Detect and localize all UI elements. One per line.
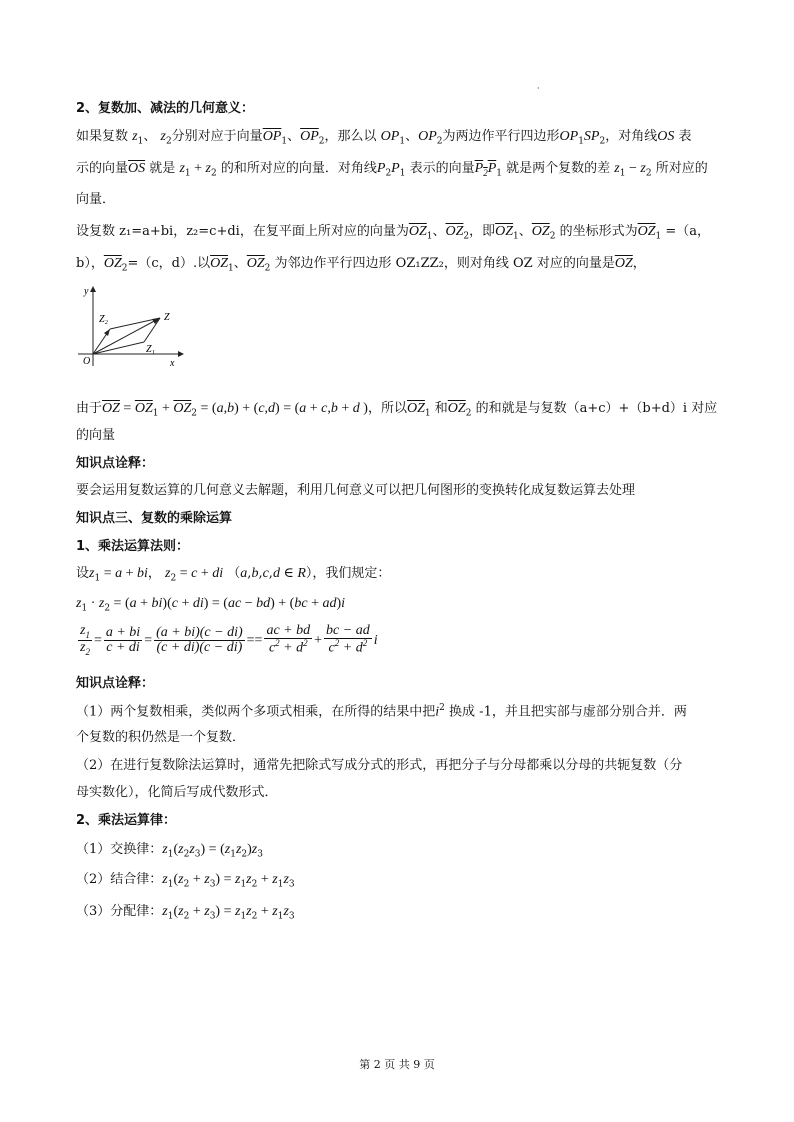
law-associative: （2）结合律：$z_1(z_2 + z_3) = z_1z_2 + z_1z_3$	[76, 872, 295, 890]
section-title-geometry: 2、复数加、减法的几何意义：	[76, 101, 255, 116]
law-distributive: （3）分配律：$z_1(z_2 + z_3) = z_1z_2 + z_1z_3$	[76, 904, 295, 922]
parallelogram-figure	[74, 284, 184, 368]
para-line-8: 设$z_1 = a$ + bi， $z_2 = c$ + di （a,b,c,d ∈ R），我们规定：	[76, 566, 391, 584]
label-z2: Z₂	[99, 314, 109, 325]
label-x: x	[170, 358, 175, 368]
vector-oz1	[93, 342, 144, 354]
x-axis-arrow	[178, 351, 184, 357]
para-line-4: 设复数 z₁=a+bi，z₂=c+di，在复平面上所对应的向量为$\overline{OZ}_1$、$\overline{OZ}_2$，即$\overline{OZ}_1$、$\overline{OZ}_2$ 的坐标形式为$\overline{OZ}_1 =(a$，	[76, 224, 711, 242]
note-text-2b: 个复数的积仍然是一个复数．	[76, 730, 246, 745]
para-line-5: b），$\overline{OZ}_2=(c$，d）.以$\overline{OZ}_1$、$\overline{OZ}_2$ 为邻边作平行四边形 OZ₁ZZ₂，则对角线 OZ 对应的向量是$\overline{OZ}$，	[76, 256, 646, 274]
subsection-title-laws: 2、乘法运算律：	[76, 813, 177, 828]
formula-divide: $\frac{z_1}{z_2}$ = $\frac{a + bi}{c + di}$ = $\frac{(a + bi)(c - di)}{(c + di)(c - di)}$ == $\frac{ac + bd}{c^2 + d^2}$ + $\frac{bc - ad}{c^2 + d^2}$ i	[80, 623, 378, 657]
formula-multiply: $z_1 \cdot z_2 = (a + bi)(c + di) = (ac - bd) + (bc + ad)i$	[76, 596, 346, 614]
label-z1: Z₁	[146, 344, 156, 355]
arrowhead-z2	[104, 329, 110, 336]
note-text-2d: 母实数化），化简后写成代数形式．	[76, 785, 278, 800]
note-text-2c: （2）在进行复数除法运算时，通常先把除式写成分式的形式，再把分子与分母都乘以分母的共轭复数（分	[76, 758, 683, 773]
law-commutative: （1）交换律：$z_1(z_2z_3) = (z_1z_2)z_3$	[76, 842, 263, 860]
para-line-6: 由于$\overline{OZ} = \overline{OZ}_1 + \overline{OZ}_2 = (a,b) + (c,d) = (a + c,b + d$ )，所以$\overline{OZ}_1$ 和$\overline{OZ}_2$ 的和就是与复数（a+c）+（b+d）i 对应	[76, 401, 718, 419]
label-y: y	[84, 286, 89, 297]
section-title-multiply-divide: 知识点三、复数的乘除运算	[76, 511, 233, 526]
note-title-1: 知识点诠释：	[76, 456, 155, 471]
page-mark: ·	[537, 84, 540, 93]
label-o: O	[83, 356, 91, 367]
para-line-7: 的向量	[76, 428, 116, 443]
note-title-2: 知识点诠释：	[76, 676, 155, 691]
label-z: Z	[164, 312, 170, 323]
para-line-3: 向量．	[76, 192, 116, 207]
y-axis-arrow	[90, 286, 96, 292]
subsection-title-rules: 1、乘法运算法则：	[76, 539, 190, 554]
note-text-2a: （1）两个复数相乘，类似两个多项式相乘，在所得的结果中把$i^2$ 换成 -1，并且把实部与虚部分别合并．两	[76, 703, 687, 720]
edge-z1-z	[144, 318, 160, 342]
para-line-2: 示的向量$\overline{OS}$ 就是 $z_1 + z_2$ 的和所对应的向量．对角线$P_2P_1$ 表示的向量$P_2P_1$ 就是两个复数的差 $z_1 - z_2$ 所对应的	[76, 161, 708, 179]
para-line-1: 如果复数 $z_1$、 $z_2$分别对应于向量$\overline{OP}_1$、$\overline{OP}_2$，那么以 $OP_1$、$OP_2$为两边作平行四边形$OP_1SP_2$，对角线OS 表	[76, 129, 692, 147]
page-footer: 第 2 页 共 9 页	[359, 1058, 435, 1071]
note-text-1: 要会运用复数运算的几何意义去解题，利用几何意义可以把几何图形的变换转化成复数运算去处理	[76, 483, 636, 498]
